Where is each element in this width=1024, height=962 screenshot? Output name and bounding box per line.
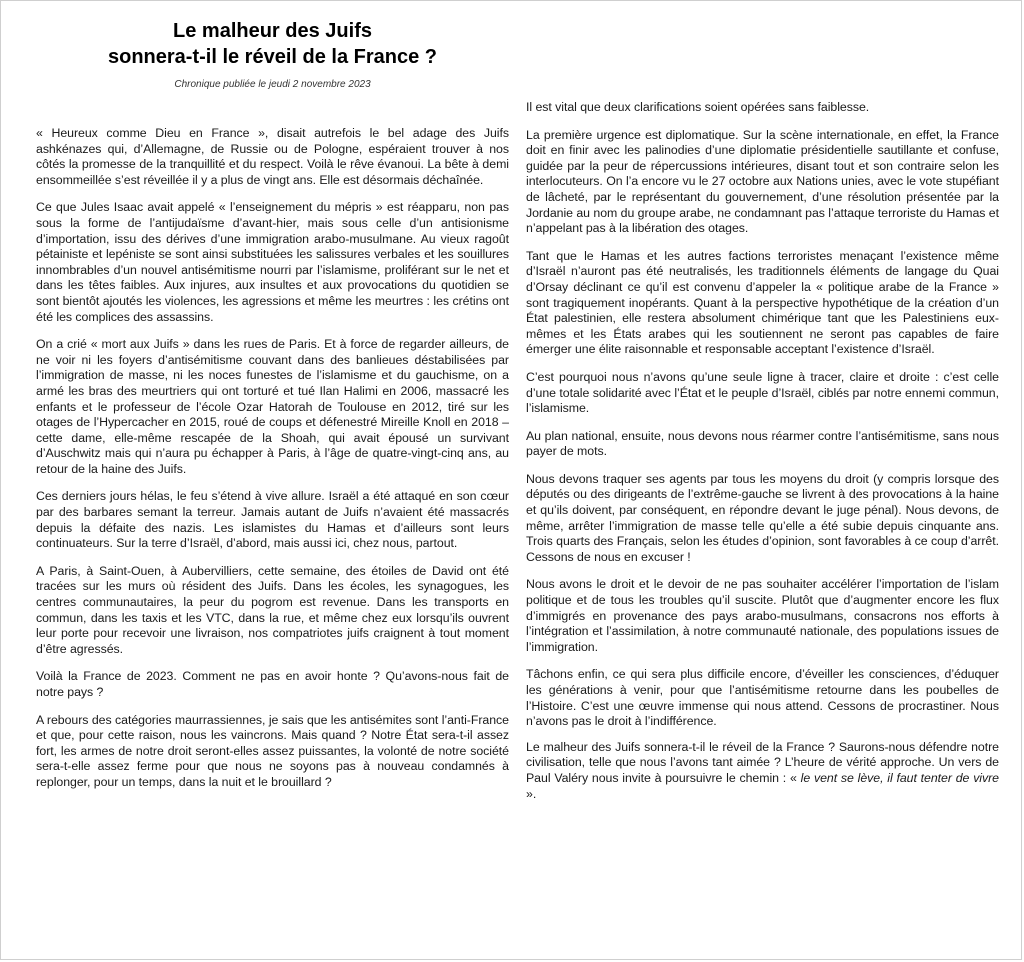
closing-end: ». <box>526 786 537 801</box>
paragraph: A Paris, à Saint-Ouen, à Aubervilliers, cette semaine, des étoiles de David ont été tracées sur les murs où résident des Juifs. Dans les écoles, les synagogues, les centres communautaires, la peur du pogrom est revenue. Dans les transports en commun, dans les taxis et les VTC, dans la rue, et même chez eux lorsqu’ils ouvrent leur porte pour recevoir une livraison, nos compatriotes juifs craignent à tout moment d’être agressés. <box>36 563 509 656</box>
paragraph: Ce que Jules Isaac avait appelé « l’enseignement du mépris » est réapparu, non pas sous la forme de l’antijudaïsme d’avant-hier, mais sous celle d’un antisionisme d’importation, issu des dérives d’une immigration arabo-musulmane. Au vieux ragoût pétainiste et lepéniste se sont ainsi substituées les salissures verbales et les souillures innombrables d’un nouvel antisémitisme nourri par l’islamisme, proliférant sur le net et dans les têtes faibles. Aux injures, aux insultes et aux provocations du quotidien se sont bientôt ajoutés les violences, les agressions et même les meurtres : les crétins ont été les complices des assassins. <box>36 200 509 324</box>
left-column <box>36 1 509 791</box>
left-paragraphs <box>36 126 509 791</box>
paragraph: Il est vital que deux clarifications soient opérées sans faiblesse. <box>526 100 870 114</box>
paragraph: Nous avons le droit et le devoir de ne pas souhaiter accélérer l’importation de l’islam politique et de tous les troubles qu’il suscite. Plutôt que d’augmenter encore les flux d’immigrés en provenance des pays arabo-musulmans, consacrons nos efforts à l’intégration et l’assimilation, à notre communauté nationale, des populations issues de l’immigration. <box>526 577 999 654</box>
paragraph: « Heureux comme Dieu en France », disait autrefois le bel adage des Juifs ashkénazes qui, d’Allemagne, de Russie ou de Pologne, espéraient trouver à nos côtés la promesse de la tranquillité et du respect. Voilà le rêve évanoui. La bête à demi ensommeillée s’est réveillée il y a plus de vingt ans. Elle est désormais déchaînée. <box>36 126 509 187</box>
paragraph: Tâchons enfin, ce qui sera plus difficile encore, d’éveiller les consciences, d’éduquer les générations à venir, pour que l’antisémitisme retourne dans les poubelles de l’Histoire. C’est une œuvre immense qui nous attend. Cessons de procrastiner. Nous n’avons pas le droit à l’indifférence. <box>526 667 999 729</box>
right-column <box>526 100 999 802</box>
title-line-1: Le malheur des Juifs <box>173 20 372 42</box>
article-title <box>36 18 509 70</box>
paragraph: C’est pourquoi nous n’avons qu’une seule ligne à tracer, claire et droite : c’est celle d’une totale solidarité avec l’État et le peuple d’Israël, ciblés par notre ennemi commun, l’islamisme. <box>526 369 999 416</box>
paragraph: Ces derniers jours hélas, le feu s’étend à vive allure. Israël a été attaqué en son cœur par des barbares semant la terreur. Jamais autant de Juifs n’avaient été massacrés depuis la défaite des nazis. Les islamistes du Hamas et d’ailleurs sont leurs continuateurs. Sur la terre d’Israël, d’abord, mais aussi ici, chez nous, partout. <box>36 489 509 551</box>
closing-paragraph <box>526 740 999 802</box>
paragraph: La première urgence est diplomatique. Sur la scène internationale, en effet, la France doit en finir avec les palinodies d’une diplomatie présidentielle sautillante et confuse, guidée par la peur de répercussions intérieures, disant tout et son contraire selon les interlocuteurs. On l’a encore vu le 27 octobre aux Nations unies, avec le vote stupéfiant de lâcheté, par le représentant du gouvernement, d’une résolution présentée par la Jordanie au nom du groupe arabe, ne condamnant pas l’attaque terroriste du Hamas et n’appelant pas à la libération des otages. <box>526 127 999 236</box>
paragraph: On a crié « mort aux Juifs » dans les rues de Paris. Et à force de regarder ailleurs, de ne voir ni les foyers d’antisémitisme couvant dans des banlieues déstabilisées par l’immigration de masse, ni les noces funestes de l’islamisme et du gauchisme, on a armé les bras des meurtriers qui ont torturé et tué Ilan Halimi en 2006, massacré les enfants et le professeur de l’école Ozar Hatorah de Toulouse en 2012, tiré sur les otages de l’Hypercacher en 2015, roué de coups et défenestré Mireille Knoll en 2018 – cette dame, elle-même rescapée de la Shoah, qui avait épousé un survivant d’Auschwitz mais qui n’aura pu échapper à Paris, à l’âge de quatre-vingt-cinq ans, au retour de la haine des Juifs. <box>36 337 509 476</box>
paragraph: Nous devons traquer ses agents par tous les moyens du droit (y compris lorsque des députés ou des dirigeants de l’extrême-gauche se livrent à des provocations à la haine et qu’ils doivent, par conséquent, en répondre devant le juge pénal). Nous devons, de même, arrêter l’immigration de masse telle qu’elle a été subie depuis cinquante ans. Trois quarts des Français, selon les études d’opinion, sont favorables à ce coup d’arrêt. Cessons de nous en excuser ! <box>526 471 999 564</box>
valery-quote: le vent se lève, il faut tenter de vivre <box>800 770 999 785</box>
title-line-2: sonnera-t-il le réveil de la France ? <box>107 46 437 68</box>
publication-date: Chronique publiée le jeudi 2 novembre 2023 <box>174 79 371 90</box>
paragraph: Voilà la France de 2023. Comment ne pas en avoir honte ? Qu’avons-nous fait de notre pays ? <box>36 669 509 699</box>
paragraph: Au plan national, ensuite, nous devons nous réarmer contre l’antisémitisme, sans nous payer de mots. <box>526 428 999 459</box>
paragraph: A rebours des catégories maurrassiennes, je sais que les antisémites sont l’anti-France et que, pour cette raison, nous les vaincrons. Mais quand ? Notre État sera-t-il assez fort, les armes de notre droit seront-elles assez puissantes, la volonté de notre société sera-t-elle assez ferme pour que nous ne soyons pas à nouveau condamnés à replonger, pour un temps, dans la nuit et le brouillard ? <box>36 712 509 789</box>
closing-text: Le malheur des Juifs sonnera-t-il le réveil de la France ? Saurons-nous défendre notre civilisation, telle que nous l’avons tant aimée ? L’heure de vérité approche. Un vers de Paul Valéry nous invite à poursuivre le chemin : « <box>526 739 999 785</box>
paragraph: Tant que le Hamas et les autres factions terroristes menaçant l’existence même d’Israël n’auront pas été neutralisés, les traditionnels éléments de langage du Quai d’Orsay déclinant ce qu’il est convenu d’appeler la « politique arabe de la France » sont tragiquement inopérants. Quant à la perspective hypothétique de la création d’un État palestinien, elle restera absolument chimérique tant que les Palestiniens eux-mêmes et les États arabes qui les soutiennent ne seront pas capables de faire émerger une élite raisonnable et responsable acceptant l’existence d’Israël. <box>526 248 999 357</box>
